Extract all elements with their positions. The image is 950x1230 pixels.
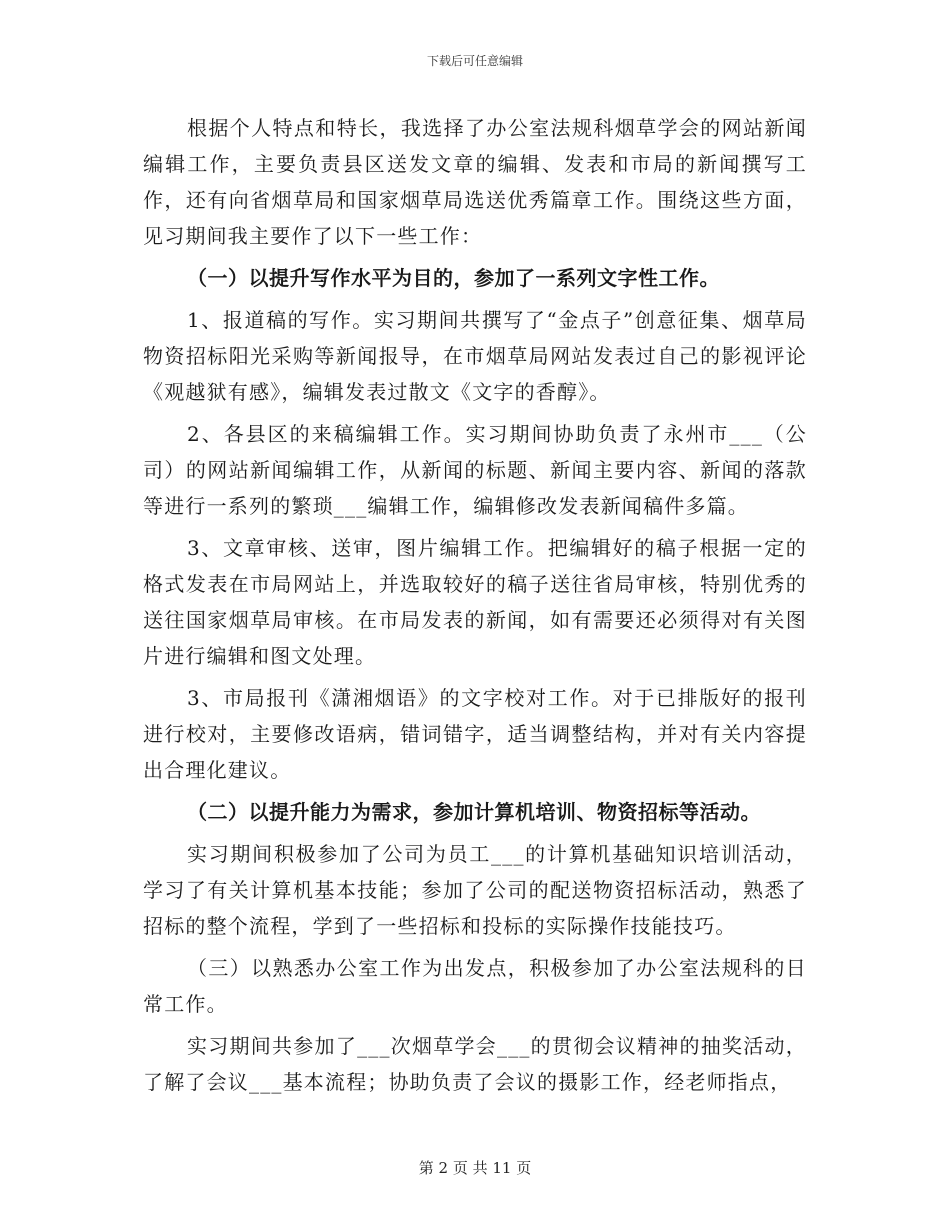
paragraph-item-3: 3、文章审核、送审，图片编辑工作。把编辑好的稿子根据一定的格式发表在市局网站上，并选取较好的稿子送往省局审核，特别优秀的送往国家烟草局审核。在市局发表的新闻，如有需要还必须得对有关图片进行编辑和图文处理。 xyxy=(143,536,807,668)
section-heading-1: （一）以提升写作水平为目的，参加了一系列文字性工作。 xyxy=(187,266,720,290)
page-header: 下载后可任意编辑 xyxy=(426,54,523,68)
paragraph-item-2: 2、各县区的来稿编辑工作。实习期间协助负责了永州市___（公司）的网站新闻编辑工作，从新闻的标题、新闻主要内容、新闻的落款等进行一系列的繁琐___编辑工作，编辑修改发表新闻稿件多篇。 xyxy=(143,422,807,518)
section-heading-2: （二）以提升能力为需求，参加计算机培训、物资招标等活动。 xyxy=(187,800,761,824)
paragraph-training: 实习期间积极参加了公司为员工___的计算机基础知识培训活动，学习了有关计算机基本技能；参加了公司的配送物资招标活动，熟悉了招标的整个流程，学到了一些招标和投标的实际操作技能技巧。 xyxy=(143,842,807,938)
paragraph-meetings: 实习期间共参加了___次烟草学会___的贯彻会议精神的抽奖活动，了解了会议___基本流程；协助负责了会议的摄影工作，经老师指点， xyxy=(143,1034,807,1094)
page-footer: 第 2 页 共 11 页 xyxy=(418,1159,532,1177)
paragraph-item-4: 3、市局报刊《潇湘烟语》的文字校对工作。对于已排版好的报刊进行校对，主要修改语病，错词错字，适当调整结构，并对有关内容提出合理化建议。 xyxy=(143,686,807,782)
paragraph-item-1: 1、报道稿的写作。实习期间共撰写了“金点子”创意征集、烟草局物资招标阳光采购等新闻报导，在市烟草局网站发表过自己的影视评论《观越狱有感》，编辑发表过散文《文字的香醇》。 xyxy=(143,308,807,404)
paragraph-intro: 根据个人特点和特长，我选择了办公室法规科烟草学会的网站新闻编辑工作，主要负责县区送发文章的编辑、发表和市局的新闻撰写工作，还有向省烟草局和国家烟草局选送优秀篇章工作。围绕这些方面，见习期间我主要作了以下一些工作： xyxy=(143,116,807,248)
document-body xyxy=(143,110,807,1106)
section-heading-3: （三）以熟悉办公室工作为出发点，积极参加了办公室法规科的日常工作。 xyxy=(143,956,807,1016)
